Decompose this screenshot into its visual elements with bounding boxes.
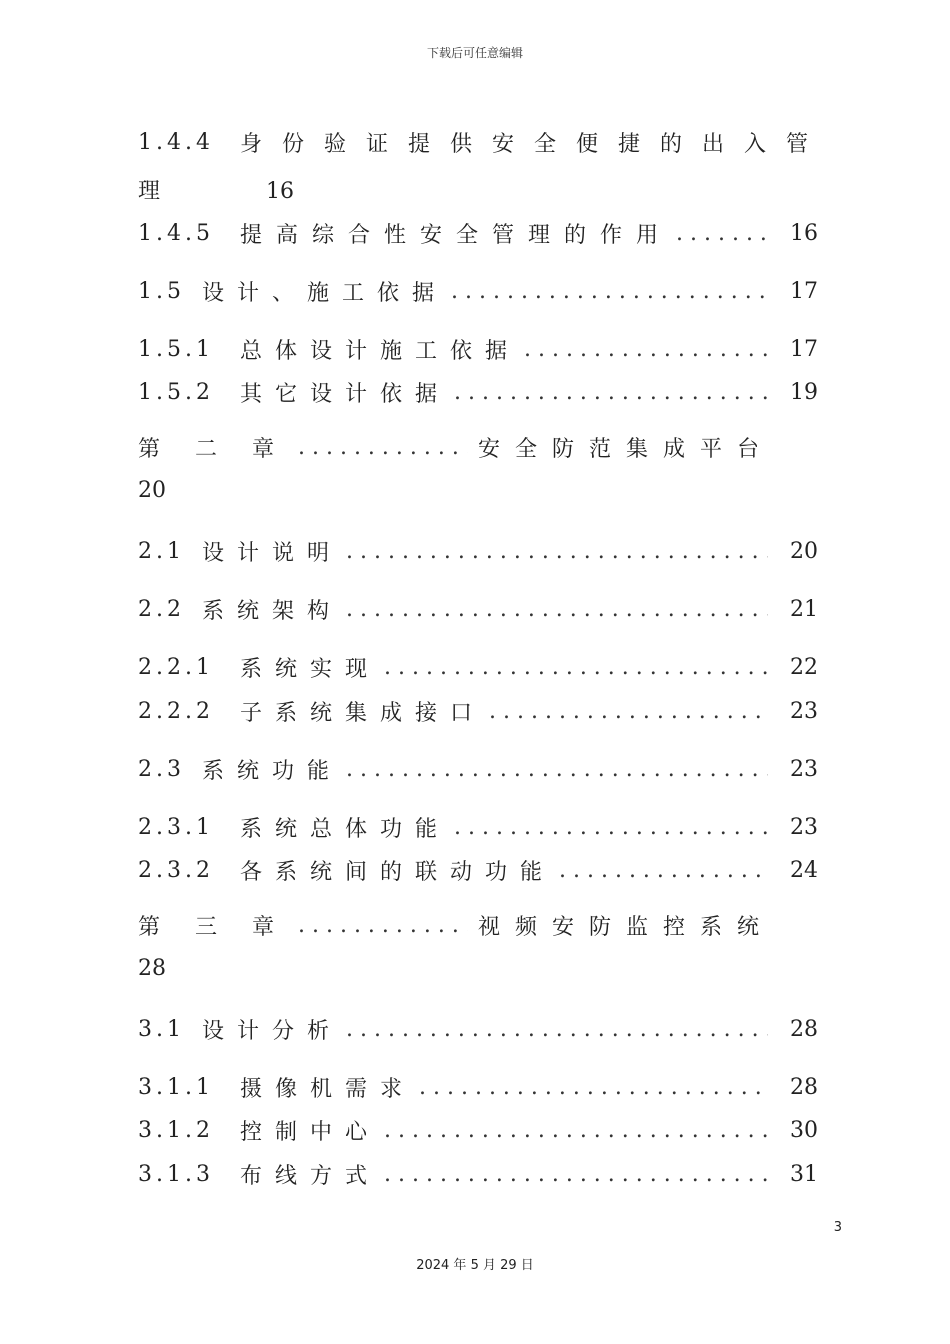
toc-leader bbox=[384, 655, 768, 680]
toc-number: 3.1.1 bbox=[138, 1074, 214, 1100]
toc-entry[interactable] bbox=[138, 1159, 818, 1189]
toc-page: 21 bbox=[790, 596, 818, 622]
toc-entry[interactable] bbox=[138, 218, 818, 248]
toc-leader bbox=[559, 858, 768, 883]
toc-page: 31 bbox=[790, 1161, 818, 1187]
toc-entry[interactable] bbox=[138, 652, 818, 682]
toc-number: 2.2.1 bbox=[138, 654, 214, 680]
toc-entry[interactable] bbox=[138, 1072, 818, 1102]
toc-chapter-entry[interactable] bbox=[138, 432, 818, 462]
toc-entry[interactable] bbox=[138, 1115, 818, 1145]
toc-page: 28 bbox=[790, 1074, 818, 1100]
toc-entry[interactable] bbox=[138, 855, 818, 885]
toc-number: 3.1 bbox=[138, 1016, 185, 1042]
toc-title: 其它设计依据 bbox=[240, 381, 451, 407]
toc-number: 第 三 章 bbox=[138, 914, 288, 940]
toc-page: 28 bbox=[138, 956, 166, 981]
toc-title: 子系统集成接口 bbox=[240, 700, 486, 726]
toc-entry[interactable] bbox=[138, 377, 818, 407]
toc-page: 22 bbox=[790, 654, 818, 680]
toc-entry-continuation bbox=[138, 174, 294, 205]
toc-page: 17 bbox=[790, 278, 818, 304]
page-number: 3 bbox=[833, 1220, 842, 1235]
toc-entry[interactable] bbox=[138, 536, 818, 566]
toc-number: 1.5.1 bbox=[138, 336, 214, 362]
toc-title: 系统功能 bbox=[202, 758, 343, 784]
toc-title: 总体设计施工依据 bbox=[240, 338, 521, 364]
toc-number: 2.3 bbox=[138, 756, 185, 782]
page-footer-date: 2024 年 5 月 29 日 bbox=[416, 1258, 534, 1273]
toc-entry[interactable] bbox=[138, 276, 818, 306]
toc-page: 30 bbox=[790, 1117, 818, 1143]
toc-title: 系统总体功能 bbox=[240, 816, 451, 842]
toc-title: 身份验证提供安全便捷的出入管 bbox=[240, 131, 829, 157]
toc-title: 系统架构 bbox=[202, 598, 343, 624]
toc-leader bbox=[451, 279, 768, 304]
toc-title: 设计、施工依据 bbox=[202, 280, 448, 306]
toc-entry[interactable] bbox=[138, 754, 818, 784]
toc-title: 设计说明 bbox=[202, 540, 343, 566]
toc-leader bbox=[454, 815, 768, 840]
toc-entry[interactable] bbox=[138, 127, 829, 157]
toc-leader bbox=[676, 221, 768, 246]
toc-title-continuation: 理 bbox=[138, 179, 161, 204]
toc-number: 3.1.3 bbox=[138, 1161, 214, 1187]
toc-title: 布线方式 bbox=[240, 1163, 381, 1189]
toc-number: 2.3.2 bbox=[138, 857, 214, 883]
toc-title: 视频安防监控系统 bbox=[478, 914, 775, 940]
toc-leader bbox=[346, 597, 768, 622]
toc-title: 设计分析 bbox=[202, 1018, 343, 1044]
toc-leader bbox=[454, 380, 768, 405]
toc-entry[interactable] bbox=[138, 594, 818, 624]
toc-number: 1.4.5 bbox=[138, 220, 214, 246]
toc-leader bbox=[346, 1017, 768, 1042]
toc-page: 20 bbox=[138, 478, 166, 503]
toc-number: 1.4.4 bbox=[138, 129, 214, 155]
toc-page: 20 bbox=[790, 538, 818, 564]
toc-leader bbox=[384, 1162, 768, 1187]
toc-page: 23 bbox=[790, 698, 818, 724]
toc-page: 17 bbox=[790, 336, 818, 362]
toc-number: 3.1.2 bbox=[138, 1117, 214, 1143]
toc-page: 16 bbox=[790, 220, 818, 246]
page-header: 下载后可任意编辑 bbox=[426, 46, 523, 60]
toc-page: 23 bbox=[790, 814, 818, 840]
toc-leader bbox=[298, 913, 468, 938]
toc-number: 1.5.2 bbox=[138, 379, 214, 405]
toc-number: 2.3.1 bbox=[138, 814, 214, 840]
toc-chapter-entry[interactable] bbox=[138, 910, 818, 940]
toc-title: 提高综合性安全管理的作用 bbox=[240, 222, 673, 248]
toc-number: 2.2.2 bbox=[138, 698, 214, 724]
toc-page: 16 bbox=[266, 179, 295, 204]
toc-number: 第 二 章 bbox=[138, 436, 288, 462]
toc-entry[interactable] bbox=[138, 1014, 818, 1044]
toc-number: 2.2 bbox=[138, 596, 185, 622]
toc-leader bbox=[524, 337, 768, 362]
toc-number: 2.1 bbox=[138, 538, 185, 564]
toc-page: 24 bbox=[790, 857, 818, 883]
toc-leader bbox=[346, 757, 768, 782]
toc-number: 1.5 bbox=[138, 278, 185, 304]
toc-entry[interactable] bbox=[138, 812, 818, 842]
toc-page: 23 bbox=[790, 756, 818, 782]
toc-entry[interactable] bbox=[138, 334, 818, 364]
toc-leader bbox=[419, 1075, 768, 1100]
toc-page: 28 bbox=[790, 1016, 818, 1042]
toc-page: 19 bbox=[790, 379, 818, 405]
toc-leader bbox=[298, 435, 468, 460]
toc-title: 摄像机需求 bbox=[240, 1076, 416, 1102]
toc-leader bbox=[384, 1118, 768, 1143]
toc-title: 各系统间的联动功能 bbox=[240, 859, 556, 885]
toc-leader bbox=[489, 699, 768, 724]
toc-entry[interactable] bbox=[138, 696, 818, 726]
toc-title: 系统实现 bbox=[240, 656, 381, 682]
toc-leader bbox=[346, 539, 768, 564]
toc-title: 安全防范集成平台 bbox=[478, 436, 775, 462]
toc-title: 控制中心 bbox=[240, 1119, 381, 1145]
